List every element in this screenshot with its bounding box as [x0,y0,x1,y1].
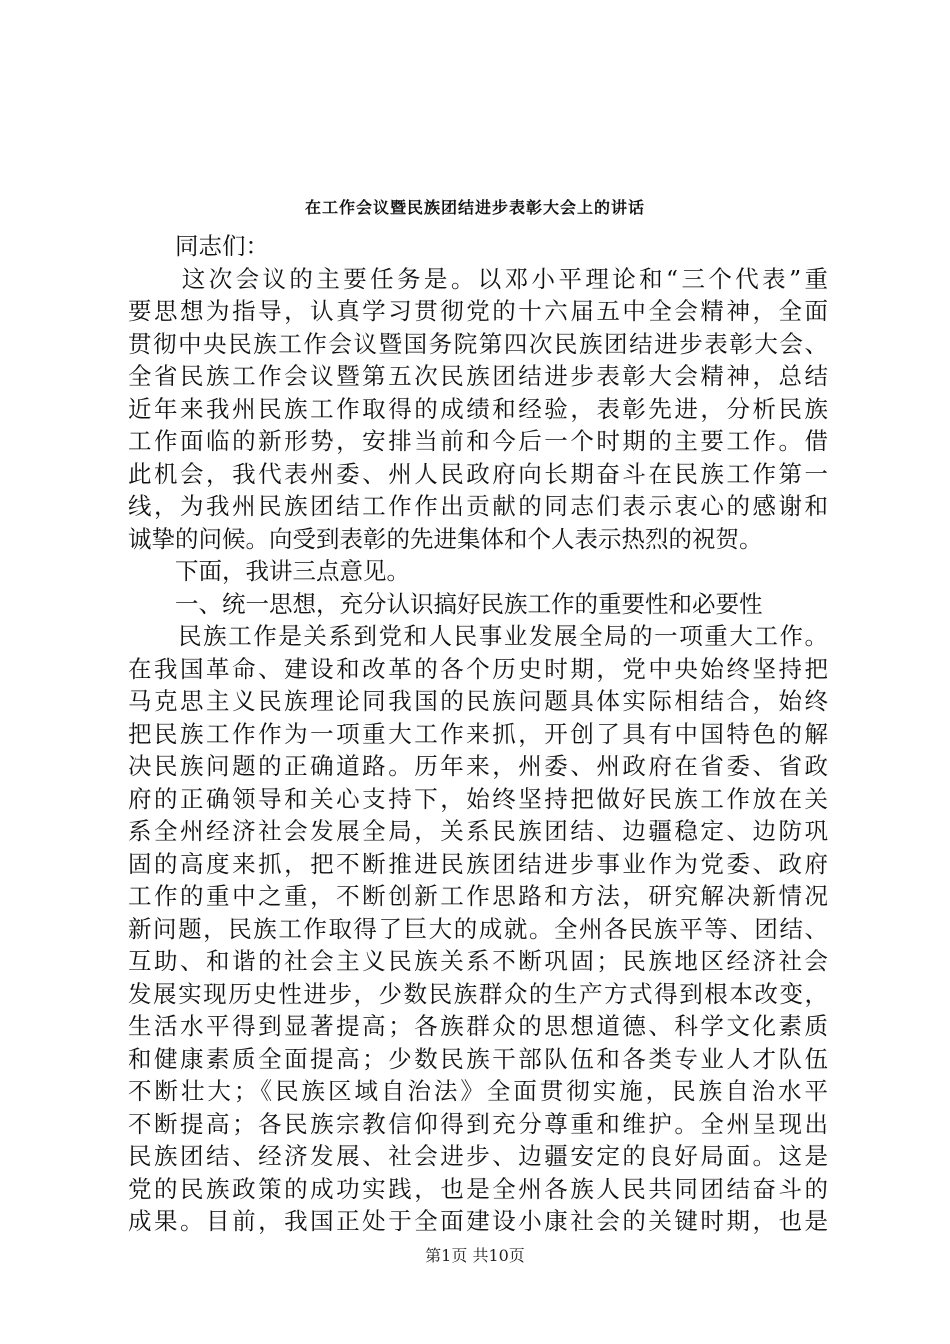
text-line: 不断壮大；《民族区域自治法》全面贯彻实施，民族自治水平 [128,1077,828,1105]
text-line: 工作面临的新形势，安排当前和今后一个时期的主要工作。借 [128,427,828,455]
text-line: 系全州经济社会发展全局，关系民族团结、边疆稳定、边防巩 [128,817,828,845]
text-line: 发展实现历史性进步，少数民族群众的生产方式得到根本改变， [128,979,828,1008]
section-heading: 一、统一思想，充分认识搞好民族工作的重要性和必要性 [128,589,763,618]
text-line: 此机会，我代表州委、州人民政府向长期奋斗在民族工作第一 [128,459,828,488]
text-line: 贯彻中央民族工作会议暨国务院第四次民族团结进步表彰大会、 [128,329,828,358]
text-line: 新问题，民族工作取得了巨大的成就。全州各民族平等、团结、 [128,914,828,943]
text-line: 把民族工作作为一项重大工作来抓，开创了具有中国特色的解 [128,719,828,748]
text-line: 诚挚的问候。向受到表彰的先进集体和个人表示热烈的祝贺。 [128,524,763,553]
text-line: 和健康素质全面提高；少数民族干部队伍和各类专业人才队伍 [128,1044,828,1073]
text-line: 民族团结、经济发展、社会进步、边疆安定的良好局面。这是 [128,1142,828,1170]
text-line: 民族工作是关系到党和人民事业发展全局的一项重大工作。 [128,622,828,650]
text-line: 工作的重中之重，不断创新工作思路和方法，研究解决新情况 [128,882,828,910]
text-line: 互助、和谐的社会主义民族关系不断巩固；民族地区经济社会 [128,947,828,975]
text-line: 成果。目前，我国正处于全面建设小康社会的关键时期，也是 [128,1207,828,1235]
page-footer: 第1页 共10页 [425,1246,525,1265]
text-line: 全省民族工作会议暨第五次民族团结进步表彰大会精神，总结 [128,362,828,390]
text-line: 决民族问题的正确道路。历年来，州委、州政府在省委、省政 [128,752,828,780]
document-title: 在工作会议暨民族团结进步表彰大会上的讲话 [304,198,645,217]
text-line: 近年来我州民族工作取得的成绩和经验，表彰先进，分析民族 [128,394,828,423]
text-line: 在我国革命、建设和改革的各个历史时期，党中央始终坚持把 [128,654,828,683]
document-body [128,230,828,1238]
text-line: 党的民族政策的成功实践，也是全州各族人民共同团结奋斗的 [128,1174,828,1203]
text-line: 不断提高；各民族宗教信仰得到充分尊重和维护。全州呈现出 [128,1109,828,1138]
text-line: 府的正确领导和关心支持下，始终坚持把做好民族工作放在关 [128,784,828,813]
text-line: 马克思主义民族理论同我国的民族问题具体实际相结合，始终 [128,687,828,715]
text-line: 要思想为指导，认真学习贯彻党的十六届五中全会精神，全面 [128,297,828,325]
text-line: 这次会议的主要任务是。以邓小平理论和“三个代表”重 [128,264,828,293]
text-line: 固的高度来抓，把不断推进民族团结进步事业作为党委、政府 [128,849,828,878]
text-line: 同志们： [128,232,269,260]
text-line: 生活水平得到显著提高；各族群众的思想道德、科学文化素质 [128,1012,828,1040]
text-line: 下面，我讲三点意见。 [128,557,410,585]
text-line: 线，为我州民族团结工作作出贡献的同志们表示衷心的感谢和 [128,492,828,520]
